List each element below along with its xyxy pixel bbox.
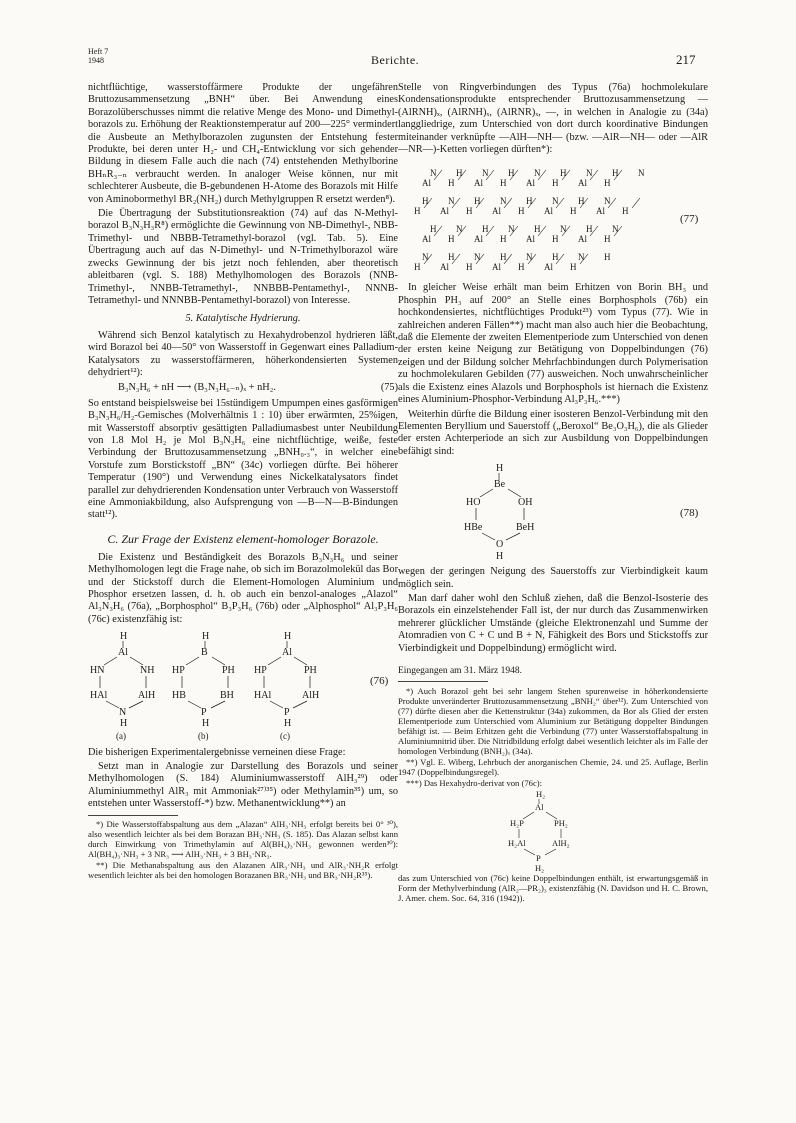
formula-78-drawing — [398, 462, 708, 562]
formula-77-drawing — [398, 160, 708, 278]
atom: Al — [282, 647, 292, 659]
chain-atom: H — [422, 196, 429, 207]
chain-atom: H — [430, 224, 437, 235]
atom: P — [284, 707, 290, 719]
chain-atom: H — [474, 196, 481, 207]
formula-77 — [398, 160, 708, 278]
chain-atom: H — [448, 234, 455, 245]
atom: OH — [518, 497, 533, 509]
atom: H — [120, 631, 128, 643]
chain-atom: H — [604, 252, 611, 263]
issue-label — [88, 47, 108, 65]
chain-atom: Al — [440, 262, 449, 273]
chain-atom: H — [552, 234, 559, 245]
chain-atom: N — [422, 252, 429, 263]
chain-atom: H — [586, 224, 593, 235]
section-heading-c: C. Zur Frage der Existenz element-homologer Borazole. — [107, 531, 379, 546]
chain-atom: N — [508, 224, 515, 235]
chain-atom: N — [474, 252, 481, 263]
atom: NH — [140, 665, 155, 677]
paragraph: wegen der geringen Neigung des Sauerstoffs zur Vierbindigkeit kaum möglich sein. — [398, 566, 708, 590]
right-column — [398, 82, 708, 904]
chain-atom: H — [508, 168, 515, 179]
caption: (b) — [198, 731, 209, 742]
atom: HBe — [464, 522, 483, 534]
footnote-rule — [88, 815, 178, 816]
chain-atom: H — [466, 262, 473, 273]
formula-78 — [398, 462, 708, 562]
footnotes-left — [88, 819, 398, 880]
chain-atom: Al — [474, 178, 483, 189]
chain-atom: H — [534, 224, 541, 235]
paragraph: Stelle von Ringverbindungen des Typus (76a) hochmolekulare Kondensationsprodukte entsprechender Bruttozusammensetzung — (AlRNH)ₓ, (AlRNH)ₓ, (AlRNR)ₓ, —, in welchen in Analogie zu (34a) langgliedrige, zum Unterschied von dort durch koordinative Bindungen miteinander verknüpfte —AlH—NH— (bzw. —AlR—NH— oder —AlR—NR—)-Ketten vorliegen dürften*): — [398, 82, 708, 156]
chain-atom: H — [518, 262, 525, 273]
equation-number: (76) — [370, 675, 389, 688]
chain-atom: Al — [544, 206, 553, 217]
atom: Al — [535, 802, 544, 813]
atom: B — [201, 647, 208, 659]
atom: AlH — [302, 690, 320, 702]
chain-atom: H — [414, 206, 421, 217]
atom: HAl — [254, 690, 272, 702]
chain-atom: H — [570, 262, 577, 273]
chain-atom: H — [482, 224, 489, 235]
chain-atom: H — [552, 178, 559, 189]
atom: PH — [304, 665, 317, 677]
chain-atom: N — [430, 168, 437, 179]
chain-atom: H — [622, 206, 629, 217]
chain-atom: Al — [544, 262, 553, 273]
chain-atom: H — [578, 196, 585, 207]
chain-atom: N — [552, 196, 559, 207]
formula-76-captions — [88, 730, 398, 742]
atom: AlH — [138, 690, 156, 702]
atom: BH — [220, 690, 234, 702]
equation-number: (77) — [680, 213, 699, 226]
chain-atom: Al — [596, 206, 605, 217]
page-number: 217 — [676, 52, 696, 67]
footnote: *) Auch Borazol geht bei sehr langem Stehen spurenweise in höherkondensierte Produkte unveränderter Bruttozusammensetzung „BNH₂“ über¹²). Zum Unterschied von (77) dürfte diesen aber die Kettenstruktur (34a) zukommen, da Bor als Glied der ersten Elementperiode zum Unterschied vom Aluminium zur Betätigung doppelter Bindungen befähigt ist. — Beim Erhitzen geht die Verbindung (77) unter Wasserstoffabspaltung in Aluminiumnitrid über. Die Nitridbildung erfolgt dabei wesentlich leichter als im Falle der homologen Verbindung (BNH₂)ₓ (34a). — [398, 686, 708, 757]
atom: P — [536, 853, 541, 864]
paragraph: So entstand beispielsweise bei 15stündigem Umpumpen eines gasförmigen B₃N₃H₆/H₂-Gemisches (Molverhältnis 1 : 10) über erwärmten, 25%igen, mit Wasserstoff absorptiv gesättigten Palladiumasbest unter Neubildung von 1.8 Mol H₂ je Mol B₃N₃H₆ eine nichtflüchtige, weiße, feste Verbindung der Bruttozusammensetzung „BNH₀.₃“, in welcher eine Vorstufe zum Borstickstoff „BN“ (34c) vorliegen dürfte. Bei höherer Temperatur (190°) und Verwendung eines Nickelkatalysators findet parallel zur dehydrierenden Kondensation unter Verbrauch von Wasserstoff eine Ammoniakbildung, also Aufsprengung von —B—N—B-Bindungen statt¹²). — [88, 397, 398, 521]
atom: H₂P — [510, 818, 524, 829]
equation-number: (78) — [680, 507, 699, 520]
atom: H — [496, 463, 504, 475]
atom: AlH₂ — [552, 838, 570, 849]
chain-atom: H — [518, 206, 525, 217]
equation-text: B₃N₃H₆ + nH ⟶ (B₃N₃H₆₋ₙ)ₓ + nH₂. — [118, 382, 276, 394]
chain-atom: H — [570, 206, 577, 217]
chain-atom: H — [612, 168, 619, 179]
equation-75 — [88, 382, 398, 394]
chain-atom: N — [500, 196, 507, 207]
atom: HB — [172, 690, 186, 702]
atom: H — [202, 718, 210, 729]
chain-atom: Al — [526, 234, 535, 245]
issue-line-2: 1948 — [88, 56, 104, 65]
chain-atom: H — [552, 252, 559, 263]
atom: PH₂ — [554, 818, 568, 829]
atom: Al — [118, 647, 128, 659]
atom: HP — [172, 665, 185, 677]
atom: H₂Al — [508, 838, 526, 849]
formula-fn — [398, 789, 708, 873]
chain-atom: Al — [492, 262, 501, 273]
chain-atom: N — [612, 224, 619, 235]
atom: PH — [222, 665, 235, 677]
issue-line-1: Heft 7 — [88, 47, 109, 56]
chain-atom: H — [414, 262, 421, 273]
chain-atom: N — [638, 168, 645, 179]
paragraph: Während sich Benzol katalytisch zu Hexahydrobenzol hydrieren läßt, wird Borazol bei 40—50° von Wasserstoff in Gegenwart eines Palladium-Katalysators zu wasserstoffärmeren, höherkondensierten Systemen dehydriert¹²): — [88, 329, 398, 378]
chain-atom: N — [456, 224, 463, 235]
footnote: **) Die Methanabspaltung aus den Alazanen AlR₃·NH₃ und AlR₃·NH₂R erfolgt wesentlich leichter als bei den homologen Borazanen BR₃·NH₃ und BR₃·NH₂R³⁵). — [88, 859, 398, 880]
chain-bond — [632, 198, 640, 208]
chain-atom: H — [604, 234, 611, 245]
chain-atom: H — [448, 178, 455, 189]
paragraph: Weiterhin dürfte die Bildung einer isosteren Benzol-Verbindung mit den Elementen Beryllium und Sauerstoff („Beroxol“ Be₃O₃H₆), die als Glieder der ersten Achterperiode an sich zur Ausbildung von Doppelbindungen befähigt sind: — [398, 408, 708, 457]
paragraph: Die bisherigen Experimentalergebnisse verneinen diese Frage: — [88, 746, 346, 758]
paragraph: Die Existenz und Beständigkeit des Borazols B₃N₃H₆ und seiner Methylhomologen legt die Frage nahe, ob sich im Borazolmolekül das Bor und der Stickstoff durch die Element-Homologen Aluminium und Phosphor ersetzen lassen, d. h. ob auch ein benzol-analoges „Alazol“ Al₃N₃H₆ (76a), „Borphosphol“ B₃P₃H₆ (76b) oder „Alphosphol“ Al₃P₃H₆ (76c) existenzfähig ist: — [88, 551, 398, 625]
chain-atom: Al — [474, 234, 483, 245]
atom: HN — [90, 665, 105, 677]
chain-atom: H — [526, 196, 533, 207]
atom: HAl — [90, 690, 108, 702]
chain-atom: H — [466, 206, 473, 217]
paragraph: Setzt man in Analogie zur Darstellung des Borazols und seiner Methylhomologen (S. 184) Aluminiumwasserstoff AlH₃²⁹) oder Aluminiummethyl AlR₃ mit Ammoniak²⁷⁾³⁵) oder Methylamin³⁵) um, so entstehen unter Wasserstoff-*) bzw. Methanentwicklung**) an — [88, 761, 398, 810]
atom: H — [284, 631, 292, 643]
atom: H₂ — [535, 863, 545, 874]
atom: O — [496, 539, 504, 551]
chain-atom: Al — [422, 234, 431, 245]
chain-atom: Al — [440, 206, 449, 217]
footnotes-right — [398, 686, 708, 903]
chain-atom: H — [500, 252, 507, 263]
chain-atom: N — [560, 224, 567, 235]
chain-atom: H — [448, 252, 455, 263]
chain-atom: Al — [492, 206, 501, 217]
equation-number: (75) — [380, 382, 398, 394]
chain-atom: Al — [578, 234, 587, 245]
paragraph: Man darf daher wohl den Schluß ziehen, daß die Benzol-Isosterie des Borazols ein einzelstehender Fall ist, der nur durch das Zusammenwirken mehrerer glücklicher Umstände (gleiche Elektronenzahl und Summe der Atomradien von C + C und B + N, Fähigkeit des Bors und Stickstoffs zur Vierbindigkeit und Doppelbindung) ermöglicht wird. — [398, 592, 708, 654]
atom: H — [120, 718, 128, 729]
formula-76 — [88, 630, 398, 728]
paragraph: Die Übertragung der Substitutionsreaktion (74) auf das N-Methyl-borazol B₃N₃H₃R⁸) ermöglichte die Gewinnung von NB-Dimethyl-, NBB-Trimethyl- und NBBB-Tetramethyl-borazol (vgl. Tab. 5). Eine Übertragung auch auf das N-Dimethyl- und N-Trimethylborazol wäre zwecks Gewinnung der bis jetzt noch fehlenden, aber theoretisch ableitbaren (vgl. S. 188) Methylhomologen des Borazols (NNB-Trimethyl-, NNBB-Tetramethyl-, NNBBB-Pentamethyl-, NNNB-Tetramethyl- und NNNBB-Pentamethyl-borazol) von Interesse. — [88, 208, 398, 306]
footnote: *) Die Wasserstoffabspaltung aus dem „Alazan“ AlH₃·NH₃ erfolgt bereits bei 0° ³⁰), also wesentlich leichter als bei dem Borazan BH₃·NH₃ (S. 185). Das Alazan selbst kann durch Einwirkung von Trimethylamin auf Al(BH₄)₃·NH₃ gewonnen werden³⁰): Al(BH₄)₃·NH₃ + 3 NR₃ ⟶ AlH₃·NH₃ + 3 BH₃·NR₃. — [88, 818, 398, 859]
atom: HP — [254, 665, 267, 677]
atom: N — [119, 707, 127, 719]
chain-atom: Al — [578, 178, 587, 189]
paragraph: In gleicher Weise erhält man beim Erhitzen von Borin BH₃ und Phosphin PH₃ auf 200° an Stelle eines Borphosphols (76b) ein hochkondensiertes, nichtflüchtiges Produkt²³) vom Typus (77). Wie in zahlreichen anderen Fällen**) macht man also auch hier die Beobachtung, daß die Elemente der zweiten Elementperiode zum Unterschied von denen der ersten keine Neigung zur Betätigung von Doppelbindungen (76) zeigen und der Bildung solcher Mehrfachbindungen durch Polymerisation zu hochmolekularen Gebilden (77) ausweichen. Noch unwahrscheinlicher als die Existenz eines Alazols und Borphosphols ist hiernach die Existenz eines Aluminium-Phosphor-Verbindung Al₃P₃H₆.***) — [398, 282, 708, 406]
chain-atom: N — [448, 196, 455, 207]
formula-76-drawing — [88, 630, 398, 728]
chain-atom: N — [526, 252, 533, 263]
left-column — [88, 82, 398, 881]
atom: BeH — [516, 522, 535, 534]
chain-atom: Al — [422, 178, 431, 189]
chain-atom: H — [500, 234, 507, 245]
chain-atom: N — [534, 168, 541, 179]
footnote: ***) Das Hexahydro-derivat von (76c): — [406, 778, 543, 789]
footnote: das zum Unterschied von (76c) keine Doppelbindungen enthält, ist erwartungsgemäß in Form der Methylverbindung (AlR₂—PR₂)₃ existenzfähig (N. Davidson und H. C. Brown, J. Amer. chem. Soc. 64, 316 (1942)). — [398, 873, 708, 904]
chain-atom: H — [500, 178, 507, 189]
atom: P — [201, 707, 207, 719]
paragraph: nichtflüchtige, wasserstoffärmere Produkte der ungefähren Bruttozusammensetzung „BNH“ über. Bei Anwendung eines Borazolüberschusses nimmt die relative Menge des Mono- und Dimethyl-borazols zu. Erhöhung der Reaktionstemperatur auf 200—225° vermindert die Ausbeute an Methylborazolen zugunsten der Entstehung fester Produkte, bei deren unter H₂- und CH₄-Entwicklung vor sich gehender Bildung in diesem Falle auch die nach (74) entstehenden Methylborine BHₙR₃₋ₙ verbraucht werden. In analoger Weise können, nur mit schlechterer Ausbeute, die B-gebundenen H-Atome des Borazols mit Hilfe von Aminobormethyl BR₂(NH₂) durch Methylgruppen R ersetzt werden⁸). — [88, 82, 398, 205]
running-title: Berichte. — [371, 53, 420, 67]
chain-atom: N — [604, 196, 611, 207]
chain-atom: N — [586, 168, 593, 179]
received-date: Eingegangen am 31. März 1948. — [398, 665, 522, 676]
atom: Be — [494, 479, 506, 491]
footnote-rule — [398, 681, 488, 682]
atom: H — [284, 718, 292, 729]
atom: H₂ — [536, 789, 546, 800]
atom: H — [496, 551, 504, 563]
chain-atom: N — [578, 252, 585, 263]
formula-fn-drawing — [398, 789, 708, 873]
chain-atom: H — [456, 168, 463, 179]
caption: (c) — [280, 731, 290, 742]
chain-atom: H — [560, 168, 567, 179]
caption: (a) — [116, 731, 126, 742]
atom: H — [202, 631, 210, 643]
chain-atom: Al — [526, 178, 535, 189]
footnote: **) Vgl. E. Wiberg, Lehrbuch der anorganischen Chemie, 24. und 25. Auflage, Berlin 1947 (Doppelbindungsregel). — [398, 757, 708, 778]
section-heading-5: 5. Katalytische Hydrierung. — [185, 313, 301, 325]
chain-atom: N — [482, 168, 489, 179]
chain-atom: H — [604, 178, 611, 189]
atom: HO — [466, 497, 481, 509]
